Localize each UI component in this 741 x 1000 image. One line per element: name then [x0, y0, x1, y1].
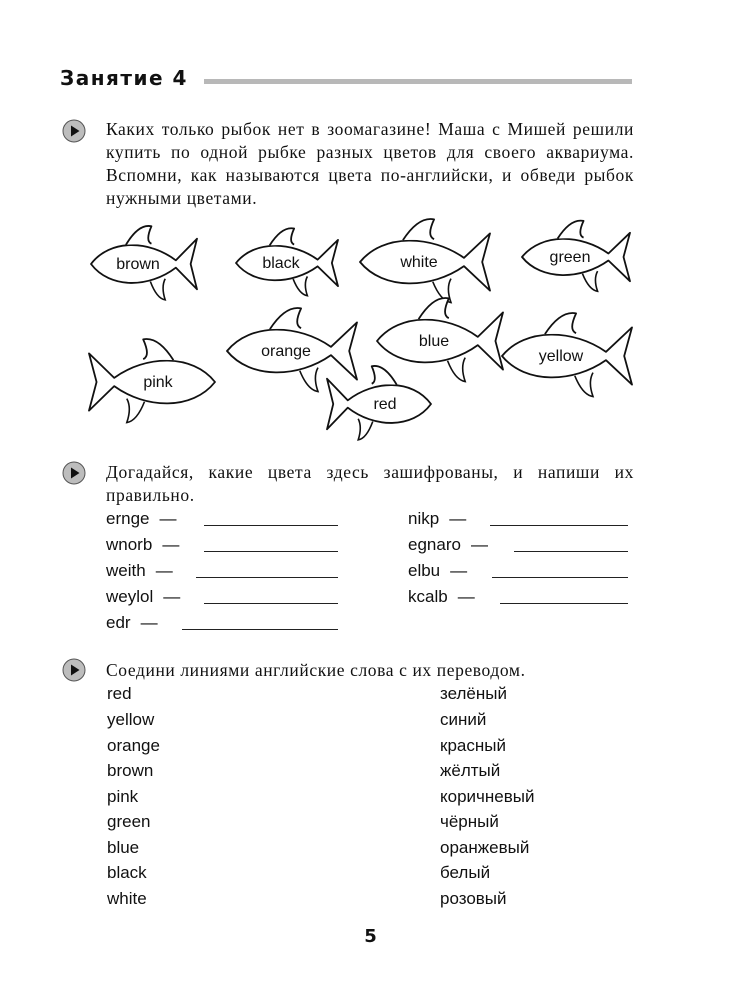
dash: — [449, 509, 467, 528]
russian-word[interactable]: зелёный [440, 684, 507, 703]
dash: — [470, 535, 488, 554]
scrambled-word: weylol [106, 587, 154, 606]
russian-word[interactable]: коричневый [440, 787, 535, 806]
dash: — [155, 561, 173, 580]
play-icon [62, 461, 86, 485]
fish-label: yellow [538, 348, 584, 365]
task3-instruction: Соедини линиями английские слова с их переводом. [106, 660, 526, 680]
russian-word[interactable]: розовый [440, 889, 507, 908]
english-word[interactable]: blue [107, 838, 140, 857]
scrambled-word-row [106, 587, 180, 609]
answer-blank[interactable] [492, 577, 628, 578]
english-word[interactable]: black [107, 863, 147, 882]
russian-word[interactable]: оранжевый [440, 838, 530, 857]
fish-label: green [549, 249, 591, 266]
english-word[interactable]: brown [107, 761, 154, 780]
scrambled-word: edr [106, 613, 131, 632]
scrambled-word: egnaro [408, 535, 461, 554]
english-word[interactable]: orange [107, 736, 160, 755]
fish-outline[interactable] [216, 222, 358, 304]
fish-label: blue [418, 333, 450, 350]
fish-label: orange [261, 343, 311, 360]
answer-blank[interactable] [500, 603, 628, 604]
english-word[interactable]: red [107, 684, 132, 703]
scrambled-word-row [106, 509, 176, 531]
lesson-header [60, 66, 632, 96]
russian-word[interactable]: красный [440, 736, 506, 755]
scrambled-word-row [408, 535, 488, 557]
scrambled-word: nikp [408, 509, 440, 528]
russian-word[interactable]: синий [440, 710, 487, 729]
russian-word[interactable]: чёрный [440, 812, 499, 831]
fish-label: red [373, 396, 397, 413]
task2-instruction: Догадайся, какие цвета здесь зашифрованы, и напиши их правильно. [106, 462, 634, 505]
answer-blank[interactable] [182, 629, 338, 630]
scrambled-word: ernge [106, 509, 150, 528]
fish-outline[interactable] [502, 215, 650, 299]
answer-blank[interactable] [204, 525, 338, 526]
answer-blank[interactable] [514, 551, 628, 552]
page-number: 5 [364, 926, 377, 947]
header-rule [204, 79, 632, 84]
scrambled-word-row [408, 509, 466, 531]
play-icon [62, 658, 86, 682]
answer-blank[interactable] [196, 577, 338, 578]
scrambled-word: weith [106, 561, 146, 580]
scrambled-word-row [106, 613, 158, 635]
scrambled-word-row [408, 561, 467, 583]
english-word[interactable]: pink [107, 787, 139, 806]
task1-instruction: Каких только рыбок нет в зоомагазине! Маша с Мишей решили купить по одной рыбке разных цветов для своего аквариума. Вспомни, как называются цвета по-английски, и обведи рыбок нужными цветами. [106, 119, 634, 208]
dash: — [163, 587, 181, 606]
dash: — [159, 509, 177, 528]
dash: — [162, 535, 180, 554]
fish-outline[interactable] [69, 336, 235, 428]
scrambled-word: elbu [408, 561, 441, 580]
lesson-title: Занятие 4 [60, 66, 188, 90]
fish-outline[interactable] [307, 361, 451, 447]
scrambled-word: kcalb [408, 587, 448, 606]
fish-label: white [400, 254, 438, 271]
fish-label: pink [143, 374, 173, 391]
answer-blank[interactable] [204, 603, 338, 604]
dash: — [140, 613, 158, 632]
english-word[interactable]: white [107, 889, 147, 908]
dash: — [450, 561, 468, 580]
scrambled-word-row [106, 561, 173, 583]
dash: — [457, 587, 475, 606]
russian-word[interactable]: жёлтый [440, 761, 501, 780]
english-word[interactable]: green [107, 812, 151, 831]
play-icon [62, 119, 86, 143]
fish-label: black [262, 255, 300, 272]
fish-outline[interactable] [71, 221, 217, 307]
fish-label: brown [116, 256, 160, 273]
fish-outline[interactable] [482, 310, 652, 402]
scrambled-word-row [408, 587, 475, 609]
answer-blank[interactable] [204, 551, 338, 552]
english-word[interactable]: yellow [107, 710, 155, 729]
scrambled-word-row [106, 535, 179, 557]
scrambled-word: wnorb [106, 535, 153, 554]
answer-blank[interactable] [490, 525, 628, 526]
russian-word[interactable]: белый [440, 863, 491, 882]
